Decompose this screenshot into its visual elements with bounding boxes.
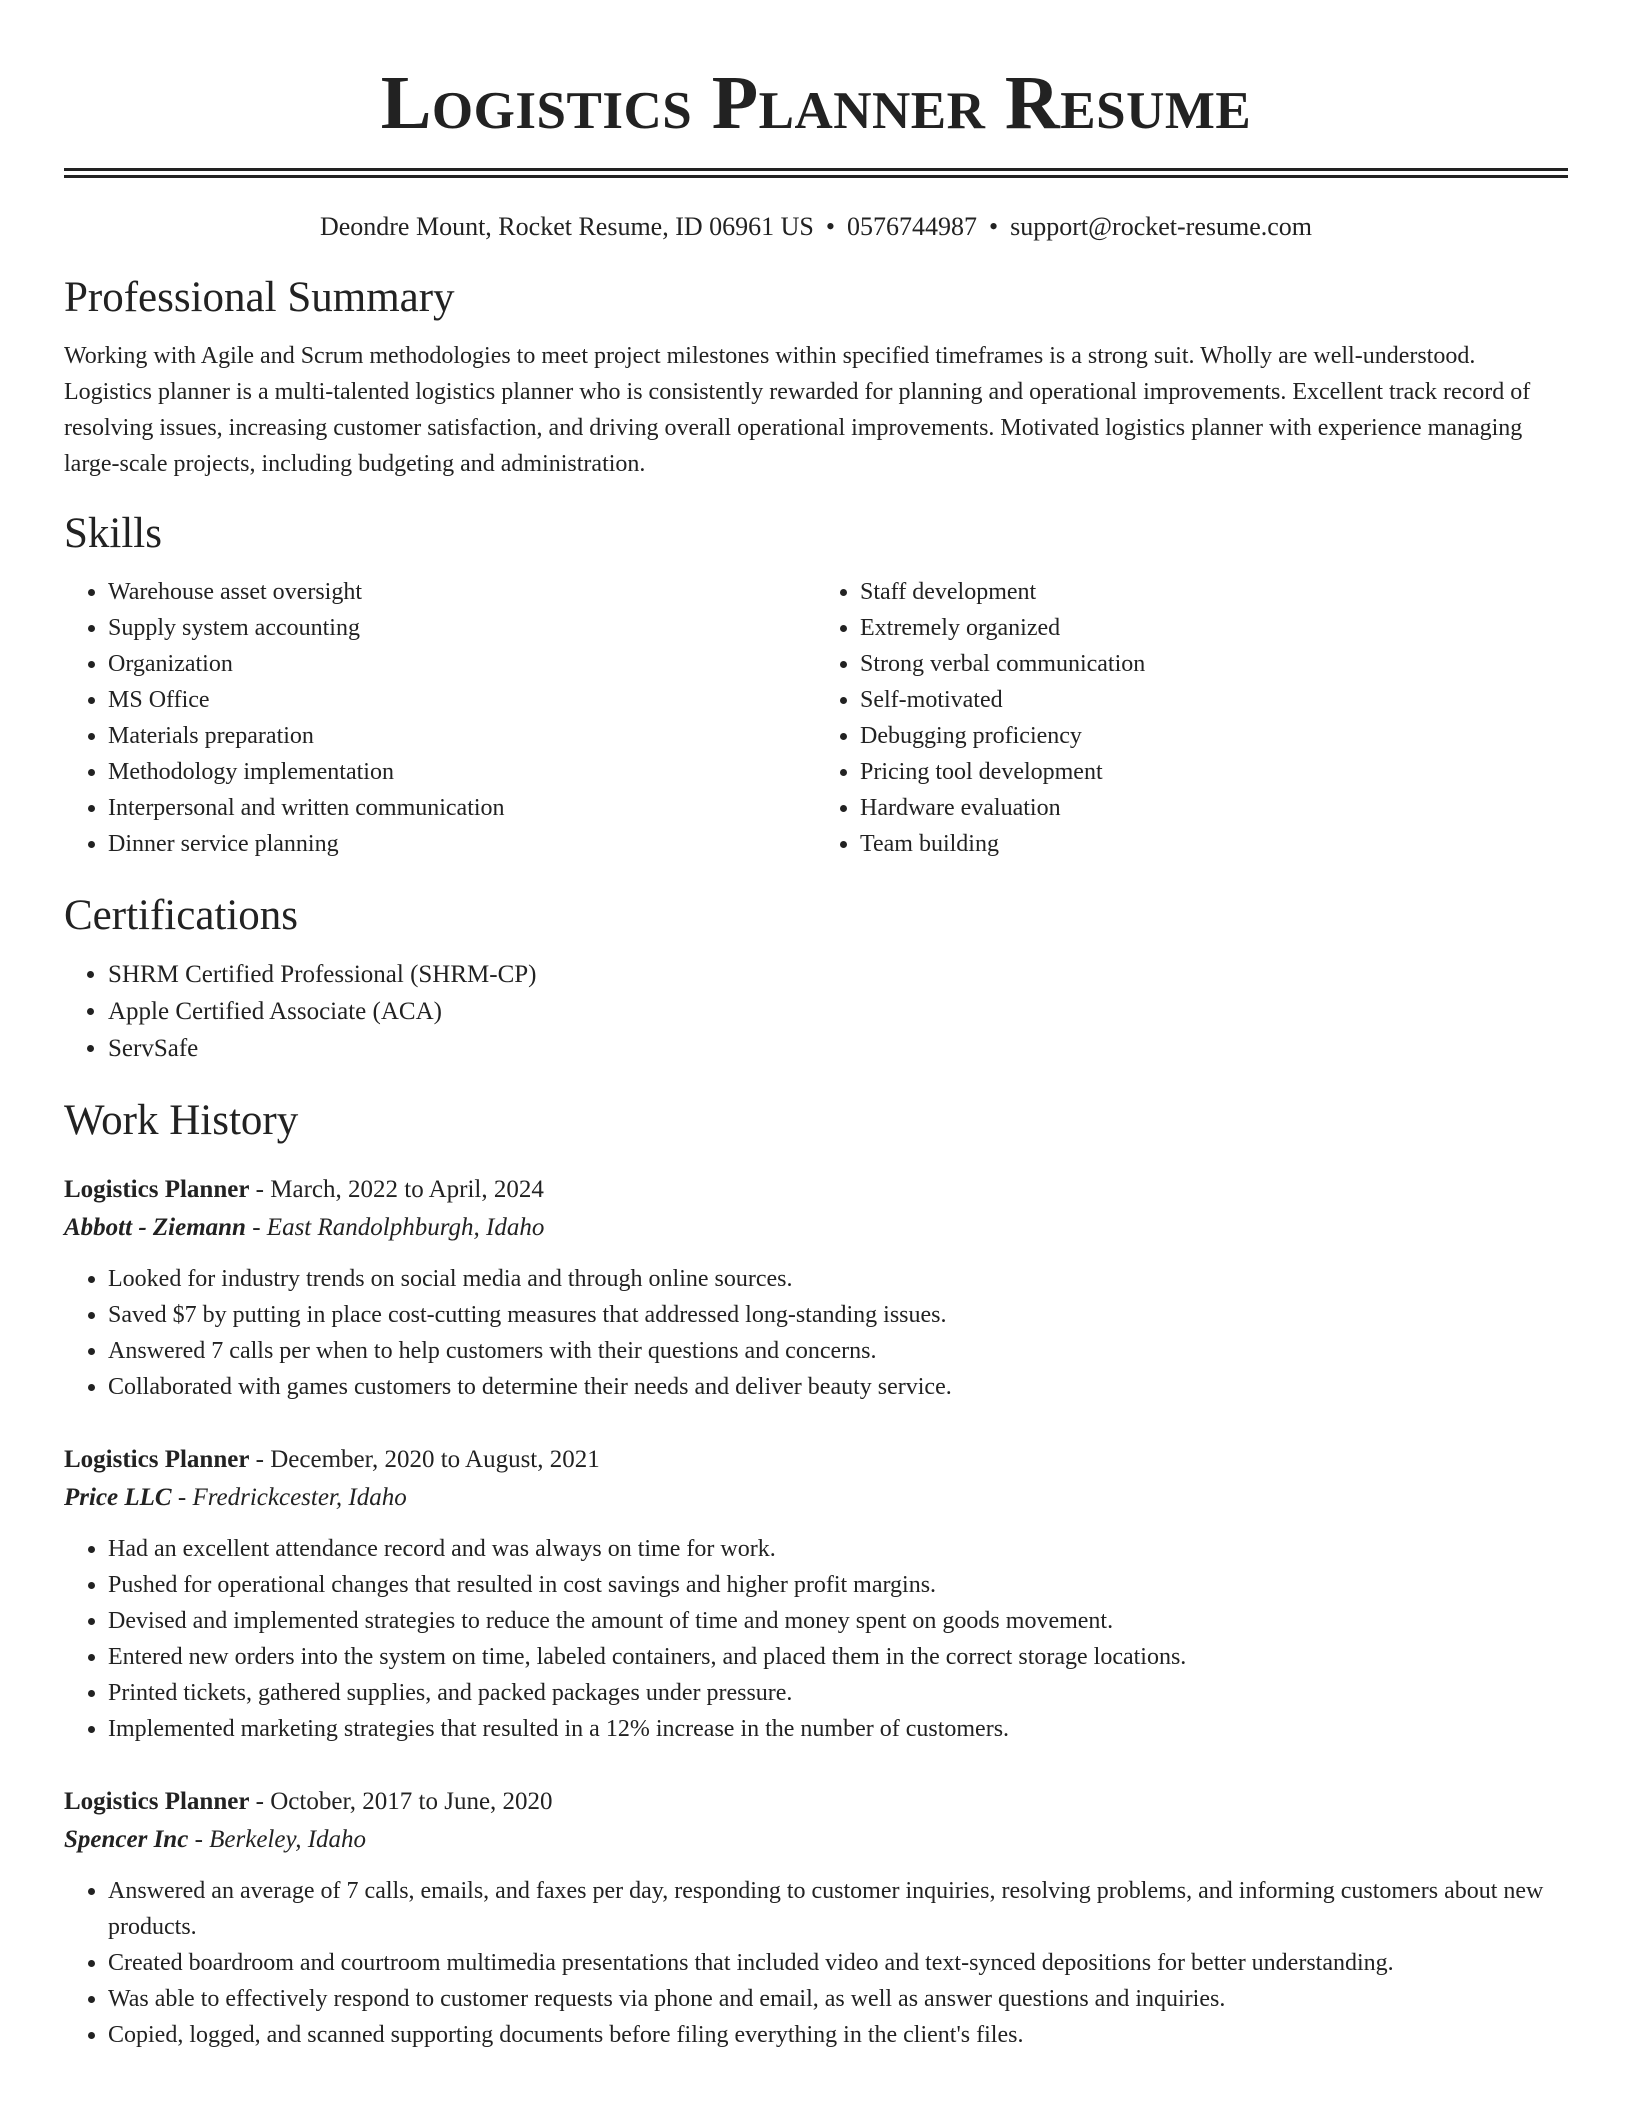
skill-item: • Warehouse asset oversight <box>108 574 816 610</box>
job-bullets <box>64 1873 1568 2053</box>
job-entry <box>64 1783 1568 2053</box>
job-company: Spencer Inc <box>64 1826 189 1853</box>
title-divider <box>64 168 1568 178</box>
skills-list-left <box>64 574 816 862</box>
job-dates: March, 2022 to April, 2024 <box>270 1176 544 1203</box>
skill-item: • Pricing tool development <box>860 754 1568 790</box>
job-dates: December, 2020 to August, 2021 <box>270 1446 600 1473</box>
job-bullet: • Copied, logged, and scanned supporting documents before filing everything in the client's files. <box>108 2017 1568 2053</box>
job-dash: - <box>188 1826 210 1853</box>
job-bullet: • Implemented marketing strategies that resulted in a 12% increase in the number of customers. <box>108 1711 1568 1747</box>
job-location: Fredrickcester, Idaho <box>192 1484 407 1511</box>
job-entry <box>64 1171 1568 1405</box>
skill-item: • Debugging proficiency <box>860 718 1568 754</box>
skill-item: • Team building <box>860 826 1568 862</box>
job-company-line <box>64 1479 1568 1517</box>
job-bullet: • Looked for industry trends on social media and through online sources. <box>108 1261 1568 1297</box>
contact-separator: • <box>825 212 835 241</box>
skill-item: • Interpersonal and written communication <box>108 790 816 826</box>
certifications-heading: Certifications <box>64 892 299 939</box>
job-location: East Randolphburgh, Idaho <box>266 1214 545 1241</box>
skill-item: • Organization <box>108 646 816 682</box>
job-dash: - <box>249 1176 271 1203</box>
job-bullet: • Saved $7 by putting in place cost-cutting measures that addressed long-standing issues. <box>108 1297 1568 1333</box>
job-bullet: • Pushed for operational changes that resulted in cost savings and higher profit margins. <box>108 1567 1568 1603</box>
job-bullets <box>64 1261 1568 1405</box>
job-bullet: • Entered new orders into the system on time, labeled containers, and placed them in the correct storage locations. <box>108 1639 1568 1675</box>
work-history-heading: Work History <box>64 1097 299 1144</box>
skills-list-right <box>816 574 1568 862</box>
job-bullet: • Was able to effectively respond to customer requests via phone and email, as well as answer questions and inquiries. <box>108 1981 1568 2017</box>
job-company: Abbott - Ziemann <box>64 1214 246 1241</box>
job-dates: October, 2017 to June, 2020 <box>270 1788 553 1815</box>
job-bullet: • Answered 7 calls per when to help customers with their questions and concerns. <box>108 1333 1568 1369</box>
certification-item: • Apple Certified Associate (ACA) <box>108 993 1568 1030</box>
job-bullet: • Collaborated with games customers to determine their needs and deliver beauty service. <box>108 1369 1568 1405</box>
page-title: Logistics Planner Resume <box>380 61 1252 145</box>
contact-phone: 0576744987 <box>847 212 977 241</box>
job-bullet: • Had an excellent attendance record and was always on time for work. <box>108 1531 1568 1567</box>
certification-item: • SHRM Certified Professional (SHRM-CP) <box>108 956 1568 993</box>
job-title-line <box>64 1441 1568 1479</box>
job-company: Price LLC <box>64 1484 172 1511</box>
job-dash: - <box>249 1788 271 1815</box>
skills-heading: Skills <box>64 510 162 557</box>
summary-heading: Professional Summary <box>64 274 455 321</box>
job-role: Logistics Planner <box>64 1788 250 1815</box>
job-title-line <box>64 1783 1568 1821</box>
job-role: Logistics Planner <box>64 1446 250 1473</box>
skill-item: • Materials preparation <box>108 718 816 754</box>
job-dash: - <box>249 1446 271 1473</box>
job-bullet: • Devised and implemented strategies to reduce the amount of time and money spent on goods movement. <box>108 1603 1568 1639</box>
job-dash: - <box>245 1214 267 1241</box>
job-bullets <box>64 1531 1568 1747</box>
skill-item: • Staff development <box>860 574 1568 610</box>
skill-item: • Dinner service planning <box>108 826 816 862</box>
job-bullet: • Created boardroom and courtroom multimedia presentations that included video and text-synced depositions for better understanding. <box>108 1945 1568 1981</box>
contact-separator: • <box>989 212 999 241</box>
contact-line <box>64 210 1568 244</box>
skill-item: • Self-motivated <box>860 682 1568 718</box>
job-company-line <box>64 1209 1568 1247</box>
job-company-line <box>64 1821 1568 1859</box>
job-location: Berkeley, Idaho <box>209 1826 367 1853</box>
job-entry <box>64 1441 1568 1747</box>
skills-columns <box>64 574 1568 862</box>
skill-item: • Extremely organized <box>860 610 1568 646</box>
job-bullet: • Printed tickets, gathered supplies, and packed packages under pressure. <box>108 1675 1568 1711</box>
skill-item: • Hardware evaluation <box>860 790 1568 826</box>
contact-address: Deondre Mount, Rocket Resume, ID 06961 US <box>319 212 814 241</box>
skill-item: • Supply system accounting <box>108 610 816 646</box>
job-bullet: • Answered an average of 7 calls, emails, and faxes per day, responding to customer inquiries, resolving problems, and informing customers about new products. <box>108 1873 1568 1945</box>
contact-email: support@rocket-resume.com <box>1010 212 1313 241</box>
summary-text: Working with Agile and Scrum methodologies to meet project milestones within specified timeframes is a strong suit. Wholly are well-understood. Logistics planner is a multi-talented logistics planner who is consistently rewarded for planning and operational improvements. Excellent track record of resolving issues, increasing customer satisfaction, and driving overall operational improvements. Motivated logistics planner with experience managing large-scale projects, including budgeting and administration. <box>64 343 1531 477</box>
skill-item: • MS Office <box>108 682 816 718</box>
certifications-list <box>64 956 1568 1067</box>
job-role: Logistics Planner <box>64 1176 250 1203</box>
job-title-line <box>64 1171 1568 1209</box>
certification-item: • ServSafe <box>108 1030 1568 1067</box>
skill-item: • Methodology implementation <box>108 754 816 790</box>
job-dash: - <box>171 1484 193 1511</box>
skill-item: • Strong verbal communication <box>860 646 1568 682</box>
